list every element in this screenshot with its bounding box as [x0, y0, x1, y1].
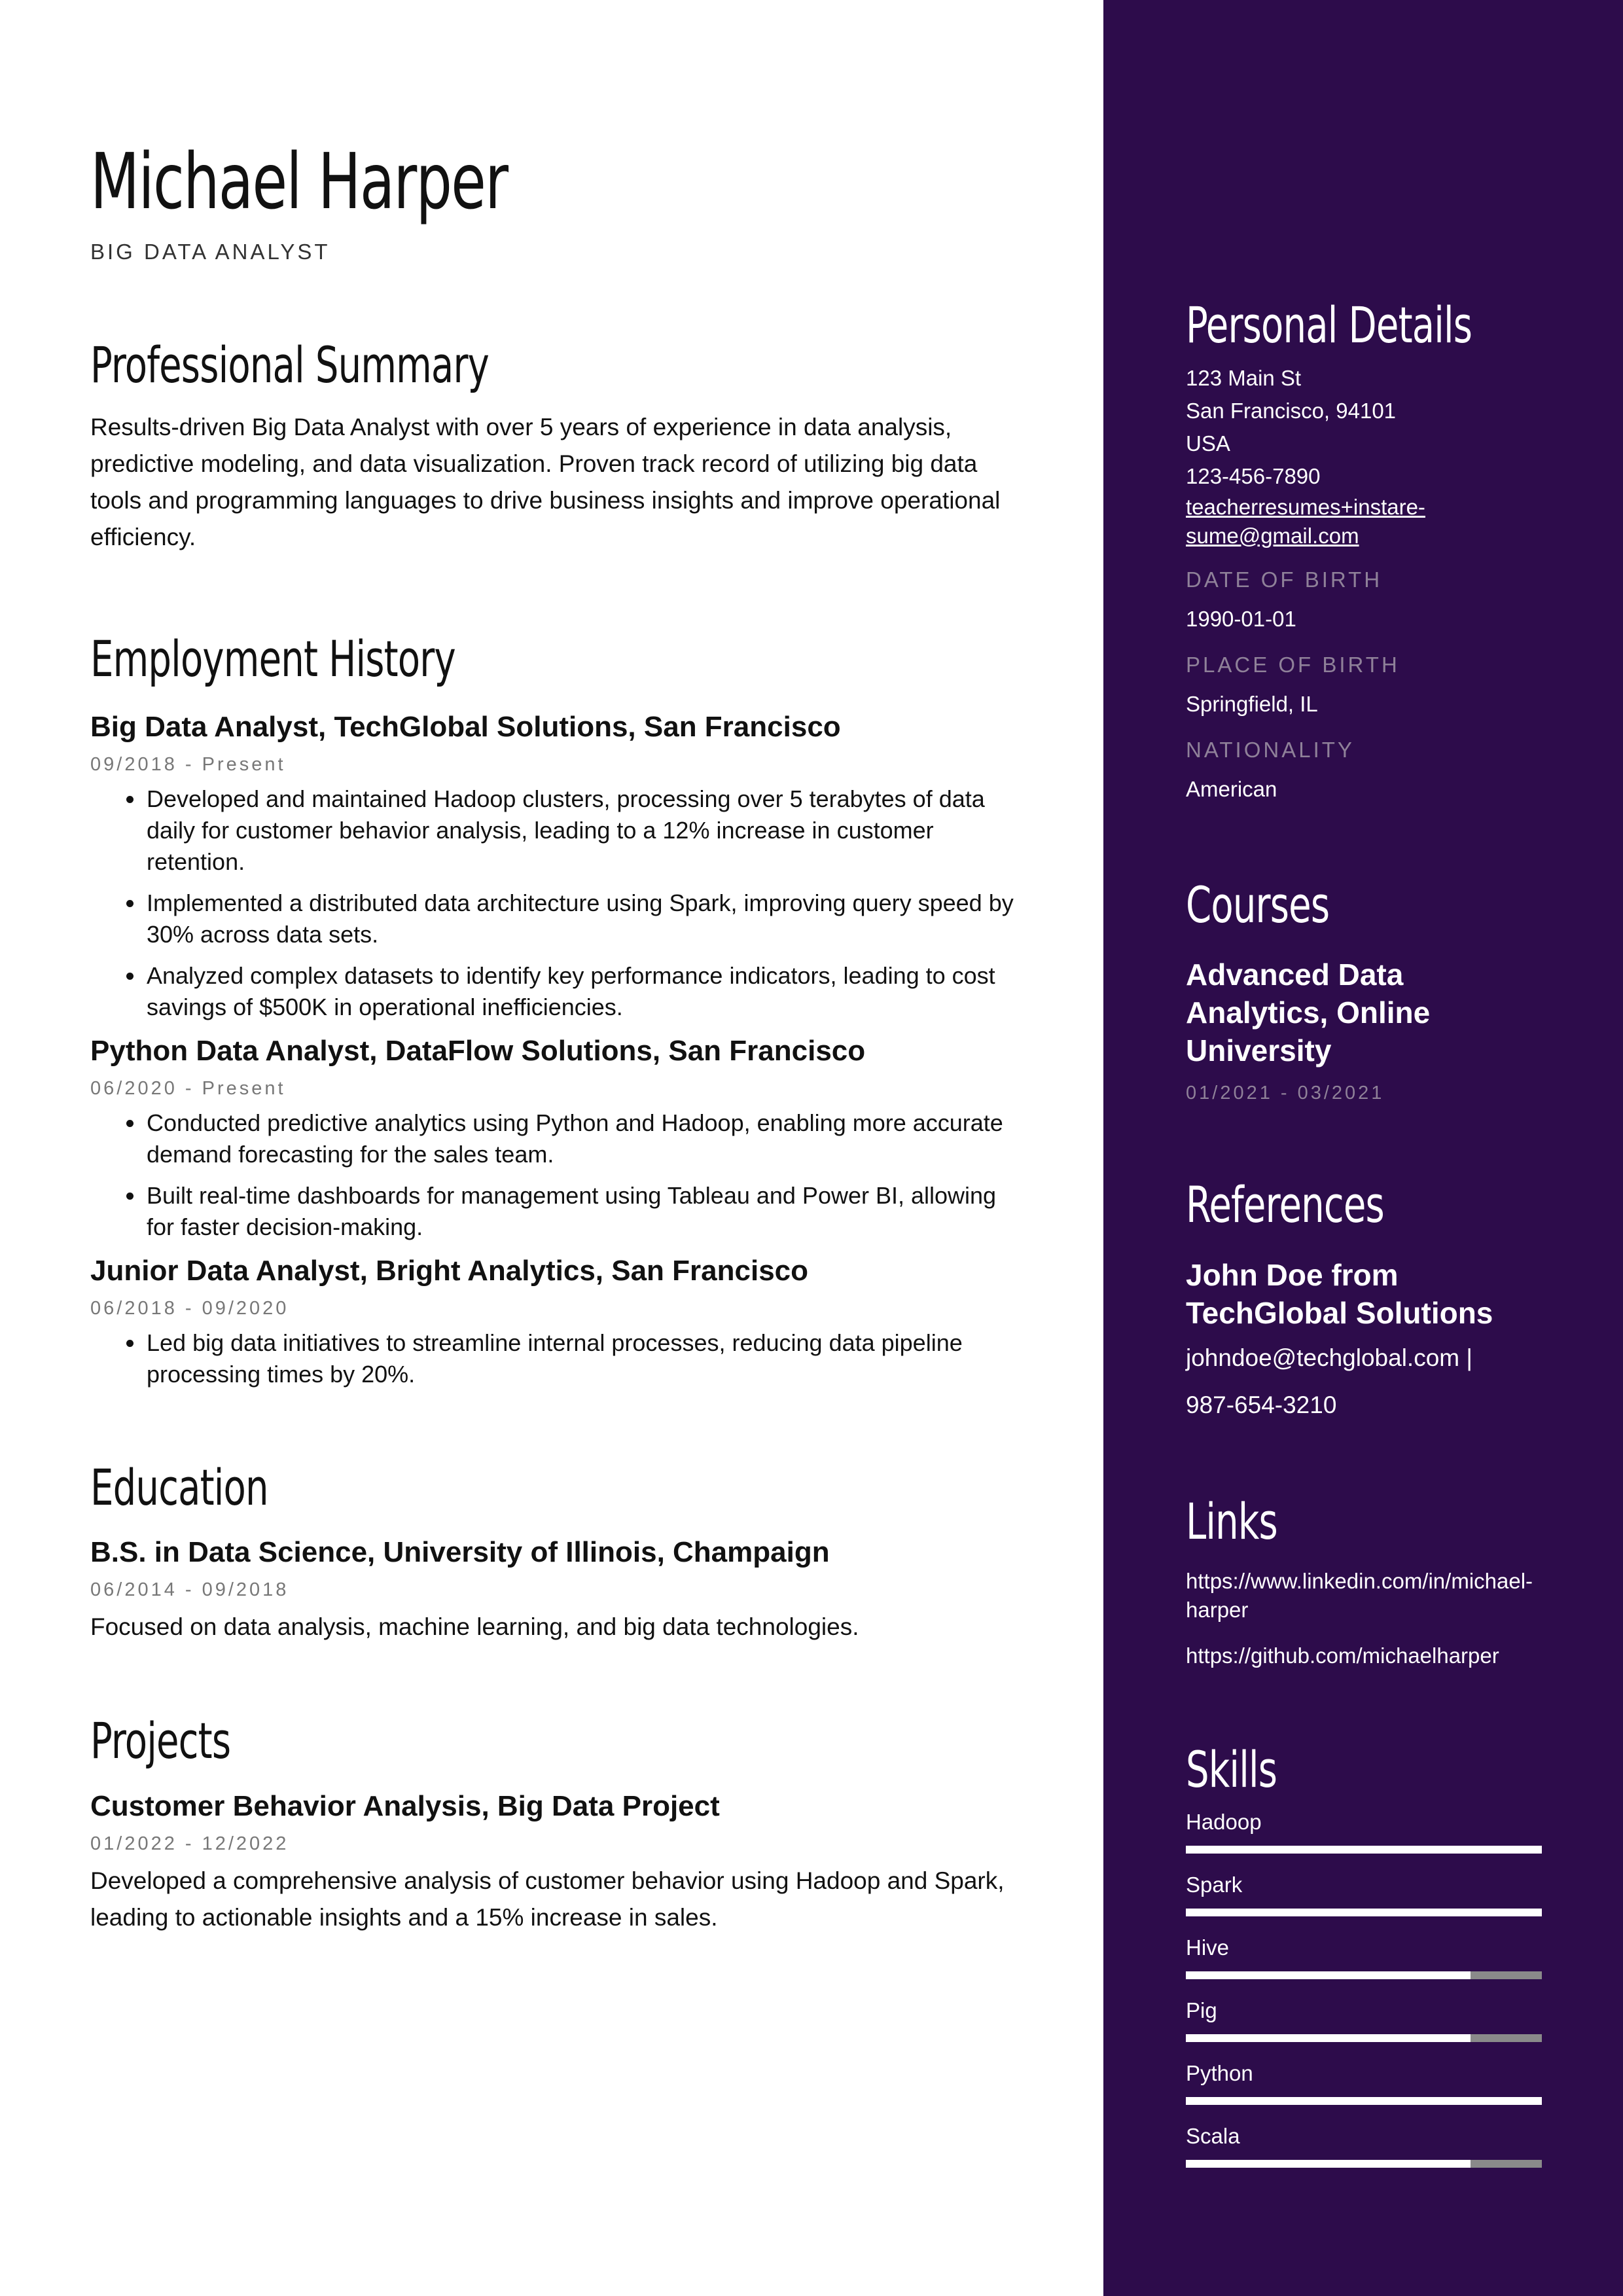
- dob-label: DATE OF BIRTH: [1186, 567, 1383, 592]
- job-bullets: [90, 1327, 1020, 1390]
- education-date: 06/2014 - 09/2018: [90, 1579, 289, 1601]
- job-title: Big Data Analyst, TechGlobal Solutions, San Francisco: [90, 710, 841, 743]
- candidate-role: BIG DATA ANALYST: [90, 239, 330, 264]
- skill-item: [1186, 2059, 1552, 2105]
- skill-bar-fill: [1186, 2160, 1471, 2168]
- skill-name: Python: [1186, 2060, 1253, 2085]
- job-1: [90, 709, 1020, 1023]
- project-date: 01/2022 - 12/2022: [90, 1833, 289, 1855]
- pob-value: Springfield, IL: [1186, 691, 1318, 716]
- skill-name: Pig: [1186, 1998, 1217, 2022]
- course-date: 01/2021 - 03/2021: [1186, 1083, 1385, 1104]
- personal-heading: Personal Details: [1186, 296, 1472, 354]
- project-text: Developed a comprehensive analysis of customer behavior using Hadoop and Spark, leading to actionable insights and a 15% increase in sales.: [90, 1867, 1005, 1931]
- skill-bar-fill: [1186, 2097, 1542, 2105]
- project-name: Customer Behavior Analysis, Big Data Project: [90, 1790, 720, 1823]
- skill-item: [1186, 2122, 1552, 2168]
- linkedin-line-2[interactable]: harper: [1186, 1598, 1249, 1623]
- email-line-1[interactable]: teacherresumes+instare-: [1186, 494, 1425, 519]
- address-line-2: San Francisco, 94101: [1186, 398, 1397, 423]
- job-bullets: [90, 783, 1020, 1023]
- phone: 123-456-7890: [1186, 463, 1321, 488]
- skill-bar: [1186, 1909, 1542, 1916]
- email-link[interactable]: [1186, 493, 1552, 550]
- skill-bar-fill: [1186, 1971, 1471, 1979]
- skill-name: Spark: [1186, 1872, 1243, 1897]
- job-bullets: [90, 1107, 1020, 1243]
- job-2: [90, 1033, 1020, 1243]
- education-heading: Education: [90, 1458, 268, 1516]
- reference-name: John Doe from TechGlobal Solutions: [1186, 1257, 1493, 1330]
- skill-item: [1186, 1808, 1552, 1854]
- skill-name: Hive: [1186, 1935, 1230, 1960]
- education-degree: B.S. in Data Science, University of Illinois, Champaign: [90, 1536, 830, 1569]
- job-bullet: • Analyzed complex datasets to identify key performance indicators, leading to cost savings of $500K in operational inefficiencies.: [145, 960, 1020, 1023]
- job-title: Python Data Analyst, DataFlow Solutions, San Francisco: [90, 1034, 866, 1067]
- job-title: Junior Data Analyst, Bright Analytics, San Francisco: [90, 1254, 809, 1287]
- job-bullet: • Led big data initiatives to streamline internal processes, reducing data pipeline processing times by 20%.: [145, 1327, 1020, 1390]
- skills-heading: Skills: [1186, 1740, 1277, 1799]
- skill-item: [1186, 1933, 1552, 1979]
- candidate-name: Michael Harper: [90, 136, 508, 226]
- skill-bar: [1186, 1971, 1542, 1979]
- courses-heading: Courses: [1186, 875, 1330, 934]
- skill-name: Scala: [1186, 2123, 1240, 2148]
- skills-list: [1186, 1808, 1552, 2168]
- job-bullet: • Implemented a distributed data architecture using Spark, improving query speed by 30% across data sets.: [145, 888, 1020, 950]
- email-line-2[interactable]: sume@gmail.com: [1186, 523, 1359, 548]
- sidebar-content: [1186, 298, 1552, 2185]
- linkedin-link[interactable]: [1186, 1567, 1552, 1624]
- skill-item: [1186, 1871, 1552, 1916]
- job-date: 09/2018 - Present: [90, 753, 286, 775]
- skill-bar-fill: [1186, 1909, 1542, 1916]
- job-date: 06/2018 - 09/2020: [90, 1297, 289, 1319]
- education-text: Focused on data analysis, machine learning, and big data technologies.: [90, 1613, 859, 1641]
- job-3: [90, 1253, 1020, 1390]
- nationality-label: NATIONALITY: [1186, 737, 1355, 762]
- nationality-value: American: [1186, 776, 1277, 801]
- skill-bar-fill: [1186, 1846, 1542, 1854]
- job-bullet: • Built real-time dashboards for management using Tableau and Power BI, allowing for faster decision-making.: [145, 1180, 1020, 1243]
- linkedin-line-1[interactable]: https://www.linkedin.com/in/michael-: [1186, 1569, 1533, 1594]
- skill-item: [1186, 1996, 1552, 2042]
- projects-heading: Projects: [90, 1712, 231, 1770]
- summary-heading: Professional Summary: [90, 335, 490, 394]
- country: USA: [1186, 431, 1230, 456]
- course-name: Advanced Data Analytics, Online University: [1186, 958, 1431, 1068]
- summary-text: Results-driven Big Data Analyst with over 5 years of experience in data analysis, predictive modeling, and data visualization. Proven track record of utilizing big data tools and programming languages to drive business insights and improve operational efficiency.: [90, 414, 1001, 551]
- references-heading: References: [1186, 1175, 1384, 1234]
- job-date: 06/2020 - Present: [90, 1077, 286, 1099]
- job-bullet: • Conducted predictive analytics using Python and Hadoop, enabling more accurate demand forecasting for the sales team.: [145, 1107, 1020, 1170]
- skill-name: Hadoop: [1186, 1809, 1262, 1834]
- pob-label: PLACE OF BIRTH: [1186, 652, 1400, 677]
- employment-heading: Employment History: [90, 630, 455, 689]
- skill-bar: [1186, 2097, 1542, 2105]
- address-line-1: 123 Main St: [1186, 365, 1302, 390]
- skill-bar-fill: [1186, 2034, 1471, 2042]
- reference-phone: 987-654-3210: [1186, 1391, 1337, 1418]
- sidebar: [1103, 0, 1623, 2296]
- skill-bar: [1186, 2034, 1542, 2042]
- reference-email: johndoe@techglobal.com |: [1186, 1344, 1473, 1371]
- main-content: [90, 137, 1020, 1936]
- skill-bar: [1186, 1846, 1542, 1854]
- github-link[interactable]: https://github.com/michaelharper: [1186, 1643, 1499, 1668]
- dob-value: 1990-01-01: [1186, 606, 1296, 631]
- skill-bar: [1186, 2160, 1542, 2168]
- job-bullet: • Developed and maintained Hadoop clusters, processing over 5 terabytes of data daily for customer behavior analysis, leading to a 12% increase in customer retention.: [145, 783, 1020, 878]
- links-heading: Links: [1186, 1492, 1277, 1551]
